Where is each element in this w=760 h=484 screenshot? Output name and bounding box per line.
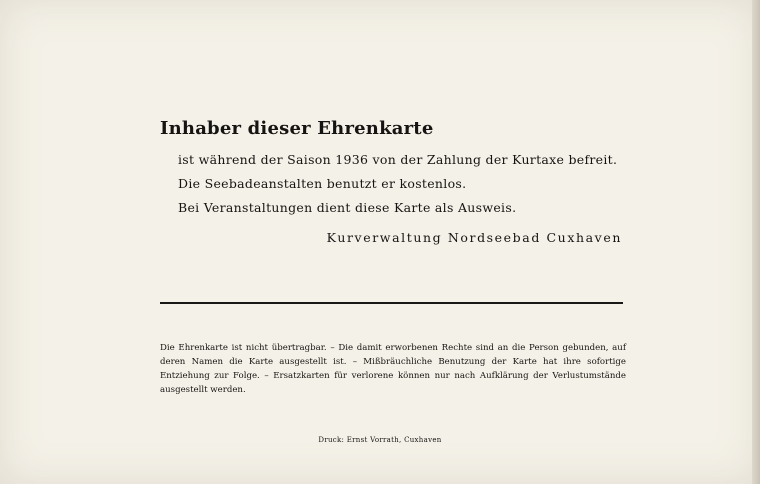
card-edge	[752, 0, 760, 484]
fine-print: Die Ehrenkarte ist nicht übertragbar. – Die damit erworbenen Rechte sind an die Person gebunden, auf deren Namen die Karte ausgestellt ist. – Mißbräuchliche Benutzung der Karte hat ihre sofortige Entziehung zur Folge. – Ersatzkarten für verlorene können nur nach Aufklärung der Verlustumstände ausgestellt werden.	[160, 343, 626, 395]
card-text-line-3: Bei Veranstaltungen dient diese Karte als Ausweis.	[178, 200, 517, 215]
card-heading: Inhaber dieser Ehrenkarte	[160, 118, 434, 139]
card-text-line-2: Die Seebadeanstalten benutzt er kostenlos.	[178, 176, 467, 191]
printer-imprint: Druck: Ernst Vorrath, Cuxhaven	[318, 436, 442, 444]
card-text-line-1: ist während der Saison 1936 von der Zahlung der Kurtaxe befreit.	[178, 152, 618, 167]
issuer-signature: Kurverwaltung Nordseebad Cuxhaven	[326, 230, 622, 245]
name-signature-line	[160, 302, 623, 304]
